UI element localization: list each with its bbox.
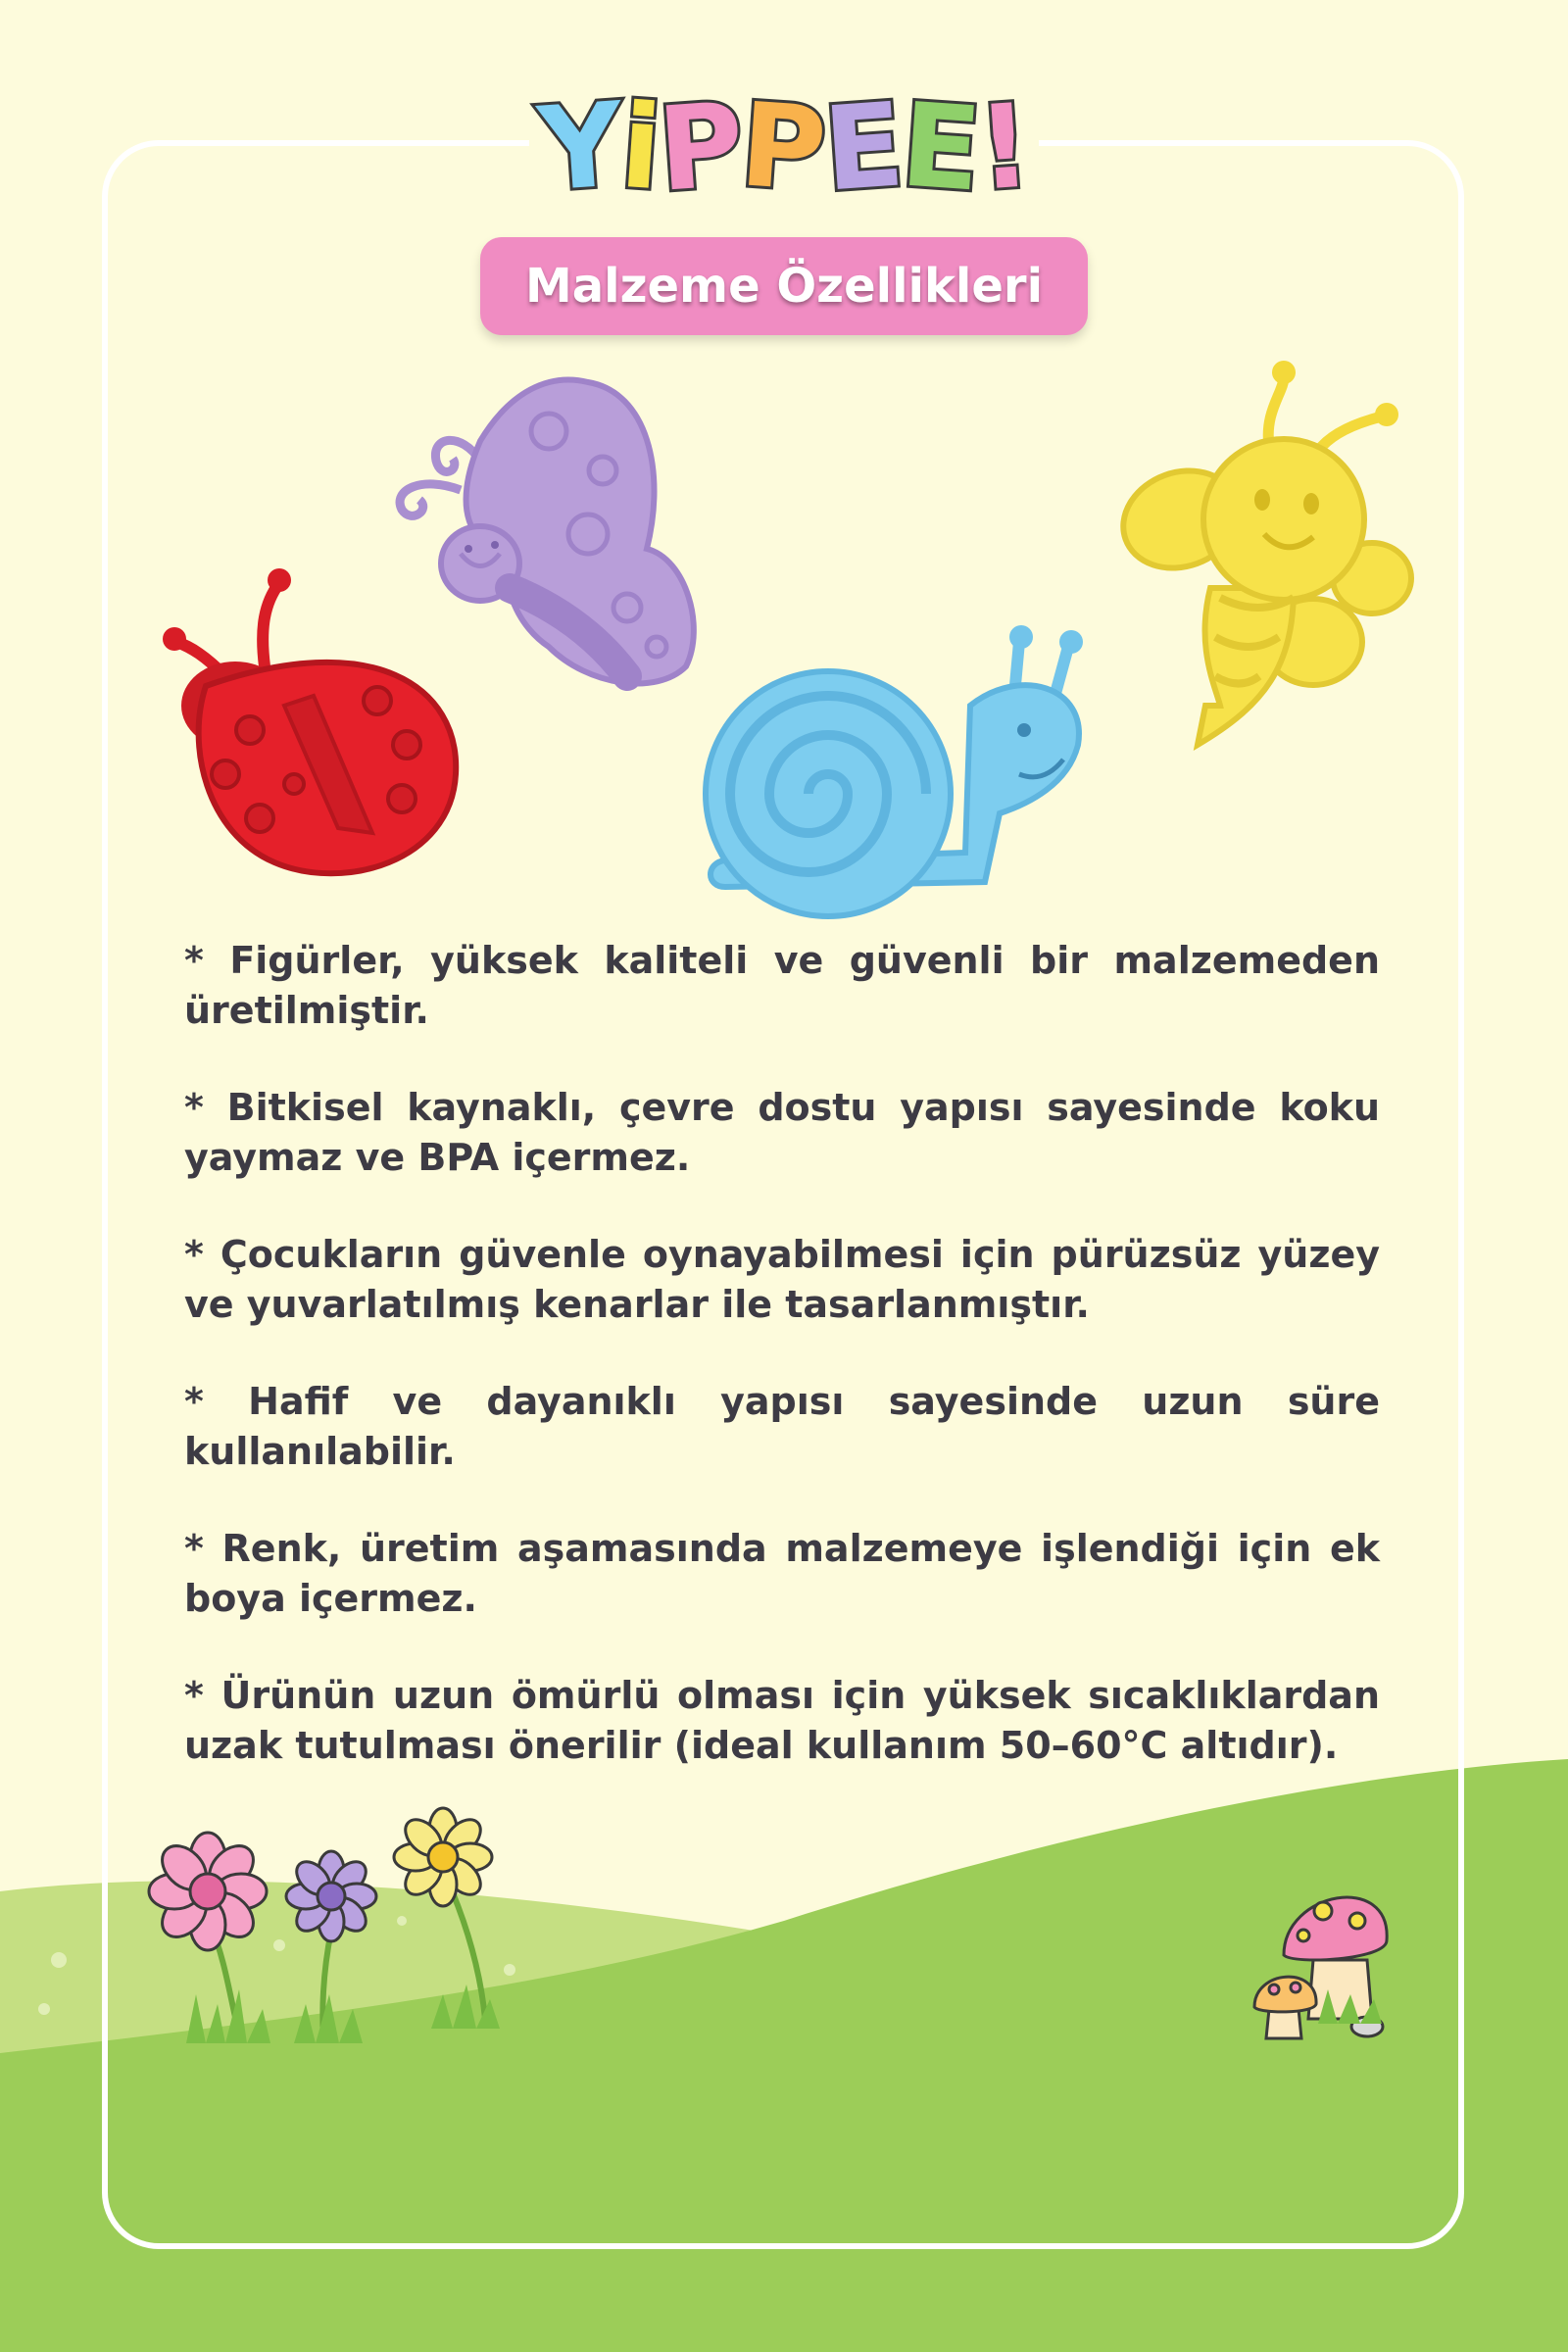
logo-letter: P [736,76,829,218]
ladybug-icon [163,568,456,873]
butterfly-icon [400,380,694,684]
logo-letter: P [654,76,747,218]
snail-icon [706,625,1083,916]
feature-item: * Ürünün uzun ömürlü olması için yüksek sıcaklıklardan uzak tutulması önerilir (ideal kullanım 50–60°C altıdır). [184,1674,1380,1767]
logo-letter: E [819,76,906,218]
feature-list [184,936,1380,1818]
logo-letter: E [896,76,983,218]
section-title: Malzeme Özellikleri [524,259,1044,314]
feature-item: * Figürler, yüksek kaliteli ve güvenli bir malzemeden üretilmiştir. [184,939,1380,1032]
feature-item: * Hafif ve dayanıklı yapısı sayesinde uzun süre kullanılabilir. [184,1380,1380,1473]
logo-letter: i [615,77,663,217]
feature-item: * Çocukların güvenle oynayabilmesi için pürüzsüz yüzey ve yuvarlatılmış kenarlar ile tasarlanmıştır. [184,1233,1380,1326]
logo-letter: Y [534,76,626,218]
feature-item: * Bitkisel kaynaklı, çevre dostu yapısı sayesinde koku yaymaz ve BPA içermez. [184,1086,1380,1179]
feature-item: * Renk, üretim aşamasında malzemeye işlendiği için ek boya içermez. [184,1527,1380,1620]
logo-letter: ! [973,77,1034,217]
bee-icon [1109,361,1411,745]
